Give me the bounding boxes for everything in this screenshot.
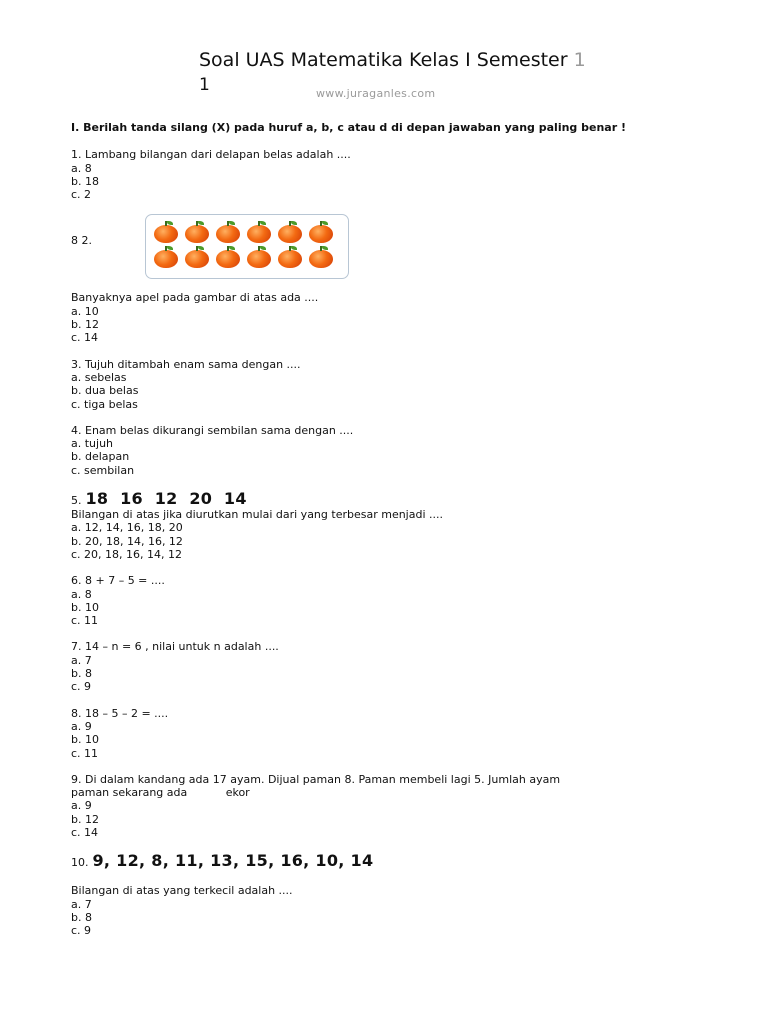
option-c: c. 2 — [71, 188, 92, 202]
question-text: Bilangan di atas yang terkecil adalah .... — [71, 884, 293, 898]
apple-icon — [247, 225, 271, 243]
option-c: c. tiga belas — [71, 397, 138, 411]
option-b: b. 12 — [71, 812, 99, 826]
option-b: b. 10 — [71, 600, 99, 614]
site-url: www.juraganles.com — [316, 87, 436, 100]
question-text: 6. 8 + 7 – 5 = .... — [71, 574, 165, 588]
question-9 — [71, 773, 711, 839]
option-b: b. delapan — [71, 450, 130, 464]
apple-icon — [185, 225, 209, 243]
option-a: a. 8 — [71, 161, 92, 175]
option-b: b. dua belas — [71, 384, 139, 398]
option-a: a. 7 — [71, 897, 92, 911]
question-text: 9. Di dalam kandang ada 17 ayam. Dijual paman 8. Paman membeli lagi 5. Jumlah ayam — [71, 772, 561, 786]
option-a: a. sebelas — [71, 370, 127, 384]
option-a: a. 12, 14, 16, 18, 20 — [71, 521, 183, 535]
question-number: 10. — [71, 856, 89, 870]
question-text: 4. Enam belas dikurangi sembilan sama dengan .... — [71, 423, 354, 437]
question-number: 8 2. — [71, 234, 92, 248]
apple-icon — [278, 225, 302, 243]
apple-icon — [247, 250, 271, 268]
exam-content — [71, 121, 711, 950]
apple-icon — [309, 225, 333, 243]
apple-icon — [154, 225, 178, 243]
question-3 — [71, 358, 711, 411]
option-c: c. 14 — [71, 331, 99, 345]
apple-icon — [309, 250, 333, 268]
title-suffix: 1 — [573, 49, 586, 71]
question-4 — [71, 424, 711, 477]
apple-icon — [216, 225, 240, 243]
question-text: 8. 18 – 5 – 2 = .... — [71, 706, 169, 720]
option-b: b. 10 — [71, 733, 99, 747]
title-text: Soal UAS Matematika Kelas I Semester — [199, 49, 568, 71]
option-b: b. 8 — [71, 667, 92, 681]
option-c: c. 11 — [71, 746, 99, 760]
question-text: Bilangan di atas jika diurutkan mulai dari yang terbesar menjadi .... — [71, 508, 444, 522]
option-c: c. 11 — [71, 614, 99, 628]
apple-icon — [154, 250, 178, 268]
option-c: c. sembilan — [71, 463, 135, 477]
option-c: c. 20, 18, 16, 14, 12 — [71, 547, 182, 561]
number-sequence: 18 16 12 20 14 — [85, 489, 247, 509]
option-b: b. 12 — [71, 318, 99, 332]
apple-row — [154, 225, 333, 245]
option-a: a. 8 — [71, 587, 92, 601]
option-c: c. 9 — [71, 680, 92, 694]
question-1 — [71, 148, 711, 201]
question-text-continued: paman sekarang ada ekor — [71, 786, 250, 800]
option-b: b. 18 — [71, 174, 99, 188]
option-b: b. 20, 18, 14, 16, 12 — [71, 534, 183, 548]
document-title — [199, 50, 586, 71]
question-2 — [71, 214, 711, 344]
title-continuation: 1 — [199, 75, 210, 95]
option-a: a. 9 — [71, 719, 92, 733]
question-7 — [71, 640, 711, 693]
question-text: 1. Lambang bilangan dari delapan belas adalah .... — [71, 148, 351, 162]
apple-icon — [216, 250, 240, 268]
option-a: a. 9 — [71, 799, 92, 813]
instruction: I. Berilah tanda silang (X) pada huruf a, b, c atau d di depan jawaban yang paling benar ! — [71, 121, 626, 134]
option-a: a. tujuh — [71, 437, 114, 451]
apple-icon — [278, 250, 302, 268]
apple-row — [154, 250, 333, 270]
question-5 — [71, 490, 711, 561]
option-a: a. 10 — [71, 304, 99, 318]
option-b: b. 8 — [71, 910, 92, 924]
option-c: c. 9 — [71, 924, 92, 938]
number-sequence: 9, 12, 8, 11, 13, 15, 16, 10, 14 — [92, 851, 374, 871]
question-8 — [71, 707, 711, 760]
question-text: 3. Tujuh ditambah enam sama dengan .... — [71, 357, 301, 371]
option-c: c. 14 — [71, 825, 99, 839]
question-text: 7. 14 – n = 6 , nilai untuk n adalah .... — [71, 640, 279, 654]
option-a: a. 7 — [71, 653, 92, 667]
apple-picture — [145, 214, 349, 279]
question-10 — [71, 852, 711, 937]
question-number: 5. — [71, 494, 82, 508]
question-text: Banyaknya apel pada gambar di atas ada .... — [71, 291, 319, 305]
apple-icon — [185, 250, 209, 268]
question-6 — [71, 574, 711, 627]
